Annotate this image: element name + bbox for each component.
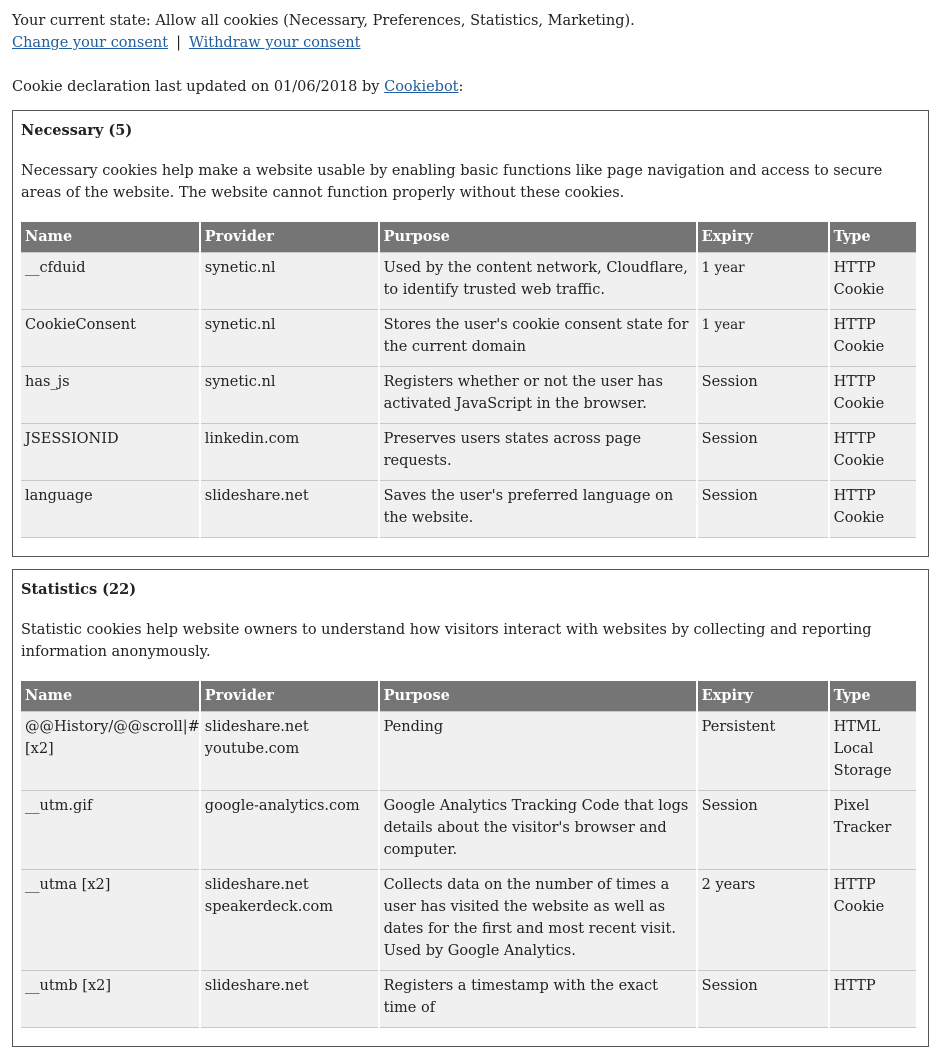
cookie-purpose: Collects data on the number of times a user has visited the website as well as dates for the first and most recent visit. Used by Google Analytics. [379,870,697,971]
cookie-name: JSESSIONID [21,424,200,481]
cookie-name: CookieConsent [21,310,200,367]
table-row [21,870,916,971]
cookie-expiry: Persistent [697,712,829,791]
necessary-section [12,110,929,557]
cookie-name: language [21,481,200,538]
column-header-purpose: Purpose [379,222,697,253]
cookie-name: __utm.gif [21,791,200,870]
cookie-expiry: Session [697,367,829,424]
column-header-expiry: Expiry [697,222,829,253]
cookie-expiry: Session [697,971,829,1028]
cookie-provider: google-analytics.com [200,791,379,870]
cookie-provider: synetic.nl [200,310,379,367]
section-title: Statistics (22) [21,581,137,598]
consent-links [12,32,929,54]
table-row [21,424,916,481]
declaration-suffix: : [458,79,464,95]
cookie-expiry: Session [697,424,829,481]
cookie-name: has_js [21,367,200,424]
column-header-name: Name [21,681,200,712]
column-header-expiry: Expiry [697,681,829,712]
cookiebot-link[interactable]: Cookiebot [384,79,459,95]
cookie-expiry: 2 years [697,870,829,971]
cookie-type: HTML Local Storage [829,712,916,791]
cookie-name: __utmb [x2] [21,971,200,1028]
cookie-type: HTTP Cookie [829,481,916,538]
cookie-provider: synetic.nl [200,253,379,310]
column-header-purpose: Purpose [379,681,697,712]
withdraw-consent-link[interactable]: Withdraw your consent [188,35,361,51]
declaration-prefix: Cookie declaration last updated on 01/06/2018 by [12,79,385,95]
table-row [21,791,916,870]
section-description: Necessary cookies help make a website usable by enabling basic functions like page navigation and access to secure areas of the website. The website cannot function properly without these cookies. [21,163,883,201]
cookie-declaration-page [12,10,929,1047]
cookie-purpose: Registers whether or not the user has activated JavaScript in the browser. [379,367,697,424]
link-separator: | [176,35,181,51]
cookie-type: HTTP Cookie [829,424,916,481]
section-title: Necessary (5) [21,122,133,139]
table-header-row [21,681,916,712]
cookie-name: @@History/@@scroll|# [x2] [21,712,200,791]
cookie-provider: synetic.nl [200,367,379,424]
column-header-type: Type [829,222,916,253]
cookie-provider: linkedin.com [200,424,379,481]
cookie-provider: slideshare.net speakerdeck.com [200,870,379,971]
table-row [21,481,916,538]
cookie-provider: slideshare.net [200,481,379,538]
column-header-provider: Provider [200,681,379,712]
cookie-purpose: Registers a timestamp with the exact time of [379,971,697,1028]
cookie-type: HTTP Cookie [829,310,916,367]
cookie-purpose: Google Analytics Tracking Code that logs details about the visitor's browser and computer. [379,791,697,870]
cookie-purpose: Used by the content network, Cloudflare, to identify trusted web traffic. [379,253,697,310]
cookie-purpose: Pending [379,712,697,791]
cookie-provider: slideshare.net youtube.com [200,712,379,791]
section-description: Statistic cookies help website owners to understand how visitors interact with websites by collecting and reporting information anonymously. [21,622,872,660]
column-header-provider: Provider [200,222,379,253]
consent-state-text: Your current state: Allow all cookies (Necessary, Preferences, Statistics, Marketing). [12,13,635,29]
cookie-purpose: Saves the user's preferred language on the website. [379,481,697,538]
table-row [21,712,916,791]
cookie-expiry: 1 year [697,310,829,367]
cookie-purpose: Stores the user's cookie consent state for the current domain [379,310,697,367]
table-header-row [21,222,916,253]
cookie-purpose: Preserves users states across page requests. [379,424,697,481]
table-row [21,971,916,1028]
table-row [21,310,916,367]
cookie-type: Pixel Tracker [829,791,916,870]
table-row [21,253,916,310]
cookie-type: HTTP [829,971,916,1028]
cookie-type: HTTP Cookie [829,253,916,310]
table-row [21,367,916,424]
cookie-expiry: Session [697,481,829,538]
cookie-expiry: 1 year [697,253,829,310]
necessary-cookie-table [21,222,916,538]
cookie-provider: slideshare.net [200,971,379,1028]
column-header-type: Type [829,681,916,712]
cookie-name: __utma [x2] [21,870,200,971]
column-header-name: Name [21,222,200,253]
cookie-type: HTTP Cookie [829,870,916,971]
statistics-section [12,569,929,1047]
statistics-cookie-table [21,681,916,1028]
cookie-expiry: Session [697,791,829,870]
change-consent-link[interactable]: Change your consent [12,35,169,51]
declaration-updated-text [12,76,929,98]
cookie-name: __cfduid [21,253,200,310]
cookie-type: HTTP Cookie [829,367,916,424]
